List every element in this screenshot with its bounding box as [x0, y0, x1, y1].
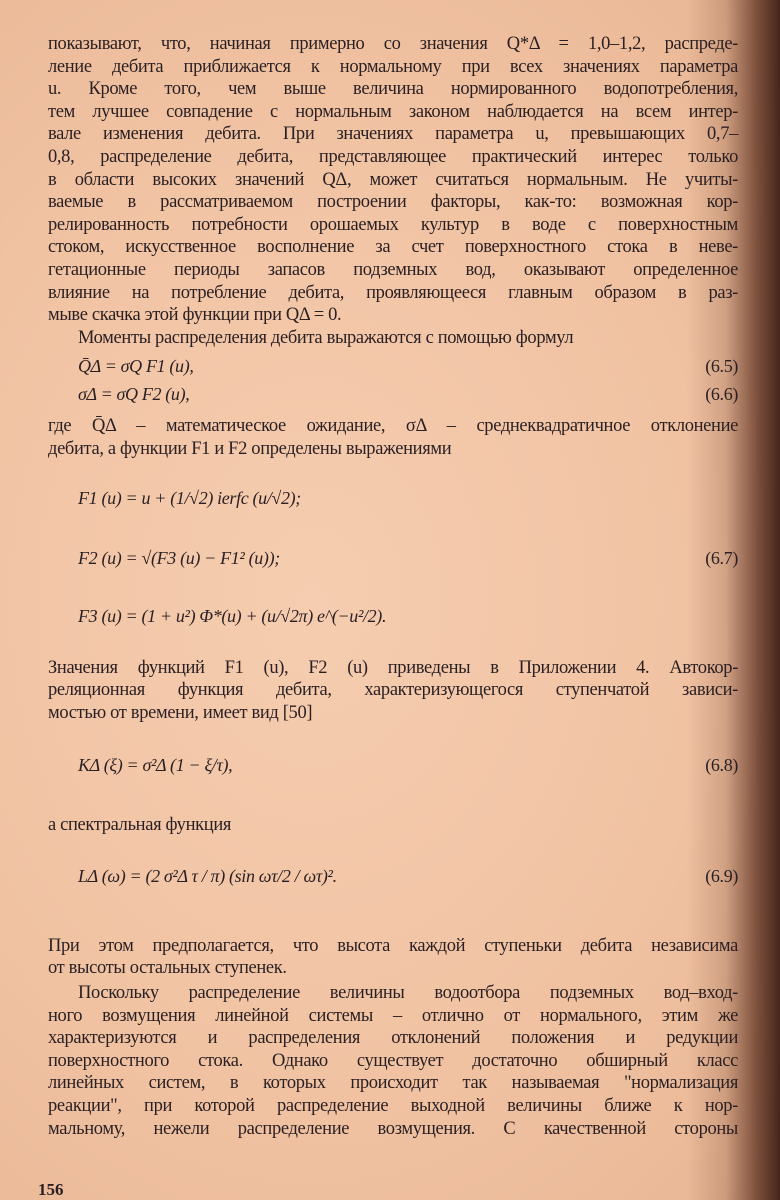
text-line: мостью от времени, имеет вид [50]	[48, 702, 313, 723]
text-line: При этом предполагается, что высота каждой ступеньки дебита независима	[48, 935, 738, 956]
text-line: релированность потребности орошаемых культур в воде с поверхностным	[48, 214, 738, 235]
equation-f1	[48, 487, 738, 515]
text-line: мальному, нежели распределение возмущения. С качественной стороны	[48, 1118, 738, 1139]
equation-body: F1 (u) = u + (1/√2) ierfc (u/√2);	[78, 487, 301, 508]
equation-body: KΔ (ξ) = σ²Δ (1 − ξ/τ),	[78, 755, 233, 776]
equation-number: (6.8)	[705, 755, 738, 776]
text-line: характеризуются и распределения отклонений положения и редукции	[48, 1028, 738, 1049]
equation-body: σΔ = σQ F2 (u),	[78, 384, 190, 405]
equation-body: Q̄Δ = σQ F1 (u),	[78, 356, 194, 377]
equation-6-6	[48, 383, 738, 411]
equation-number: (6.7)	[705, 547, 738, 568]
equation-number: (6.9)	[705, 865, 738, 886]
text-line: линейных систем, в которых происходит так называемая "нормализация	[48, 1073, 738, 1094]
equation-f2	[48, 547, 738, 575]
paragraph-5	[48, 982, 738, 1140]
text-line: 0,8, распределение дебита, представляющее практический интерес только	[48, 146, 738, 167]
text-line: Поскольку распределение величины водоотбора подземных вод–вход-	[78, 983, 738, 1004]
text-line: влияние на потребление дебита, проявляющееся главным образом в раз-	[48, 282, 738, 303]
equation-6-9	[48, 865, 738, 925]
paragraph-4	[48, 935, 738, 980]
text-line: гетационные периоды запасов подземных вод, оказывают определенное	[48, 259, 738, 280]
equation-f3	[48, 605, 738, 633]
equation-number: (6.6)	[705, 384, 738, 405]
text-line: u. Кроме того, чем выше величина нормированного водопотребления,	[48, 79, 738, 100]
moments-intro: Моменты распределения дебита выражаются с помощью формул	[78, 327, 574, 348]
equation-body: F2 (u) = √(F3 (u) − F1² (u));	[78, 547, 280, 568]
equation-6-5	[48, 355, 738, 383]
paragraph-1	[48, 33, 738, 327]
text-line: дебита, а функции F1 и F2 определены выражениями	[48, 438, 452, 459]
equation-body: F3 (u) = (1 + u²) Φ*(u) + (u/√2π) e^(−u²/2).	[78, 605, 387, 626]
equation-6-7	[48, 473, 738, 651]
text-line: ление дебита приближается к нормальному при всех значениях параметра	[48, 56, 738, 77]
text-line: мыве скачка этой функции при QΔ = 0.	[48, 305, 342, 326]
page-text	[48, 33, 738, 1140]
where-paragraph	[48, 415, 738, 460]
text-line: ного возмущения линейной системы – отлично от нормального, этим же	[48, 1005, 738, 1026]
text-line: поверхностного стока. Однако существует достаточно обширный класс	[48, 1050, 738, 1071]
equation-6-8	[48, 754, 738, 804]
text-line: показывают, что, начиная примерно со значения Q*Δ = 1,0–1,2, распреде-	[48, 34, 738, 54]
text-line: ваемые в рассматриваемом построении факторы, как-то: возможная кор-	[48, 192, 738, 213]
text-line: вале изменения дебита. При значениях параметра u, превышающих 0,7–	[48, 124, 738, 145]
text-line: в области высоких значений QΔ, может считаться нормальным. Не учиты-	[48, 169, 738, 190]
text-line: от высоты остальных ступенек.	[48, 958, 287, 979]
text-line: реакции", при которой распределение выходной величины ближе к нор-	[48, 1096, 738, 1117]
page-number: 156	[38, 1180, 64, 1199]
spectral-intro: а спектральная функция	[48, 815, 232, 836]
equation-number: (6.5)	[705, 356, 738, 377]
equation-body: LΔ (ω) = (2 σ²Δ τ / π) (sin ωτ/2 / ωτ)².	[78, 865, 337, 886]
text-line: тем лучшее совпадение с нормальным законом наблюдается на всем интер-	[48, 101, 738, 122]
text-line: реляционная функция дебита, характеризующегося ступенчатой зависи-	[48, 680, 738, 701]
text-line: стоком, искусственное восполнение за счет поверхностного стока в неве-	[48, 237, 738, 258]
paragraph-3	[48, 657, 738, 725]
text-line: Значения функций F1 (u), F2 (u) приведены в Приложении 4. Автокор-	[48, 657, 738, 678]
text-line: где Q̄Δ – математическое ожидание, σΔ – среднеквадратичное отклонение	[48, 416, 738, 437]
